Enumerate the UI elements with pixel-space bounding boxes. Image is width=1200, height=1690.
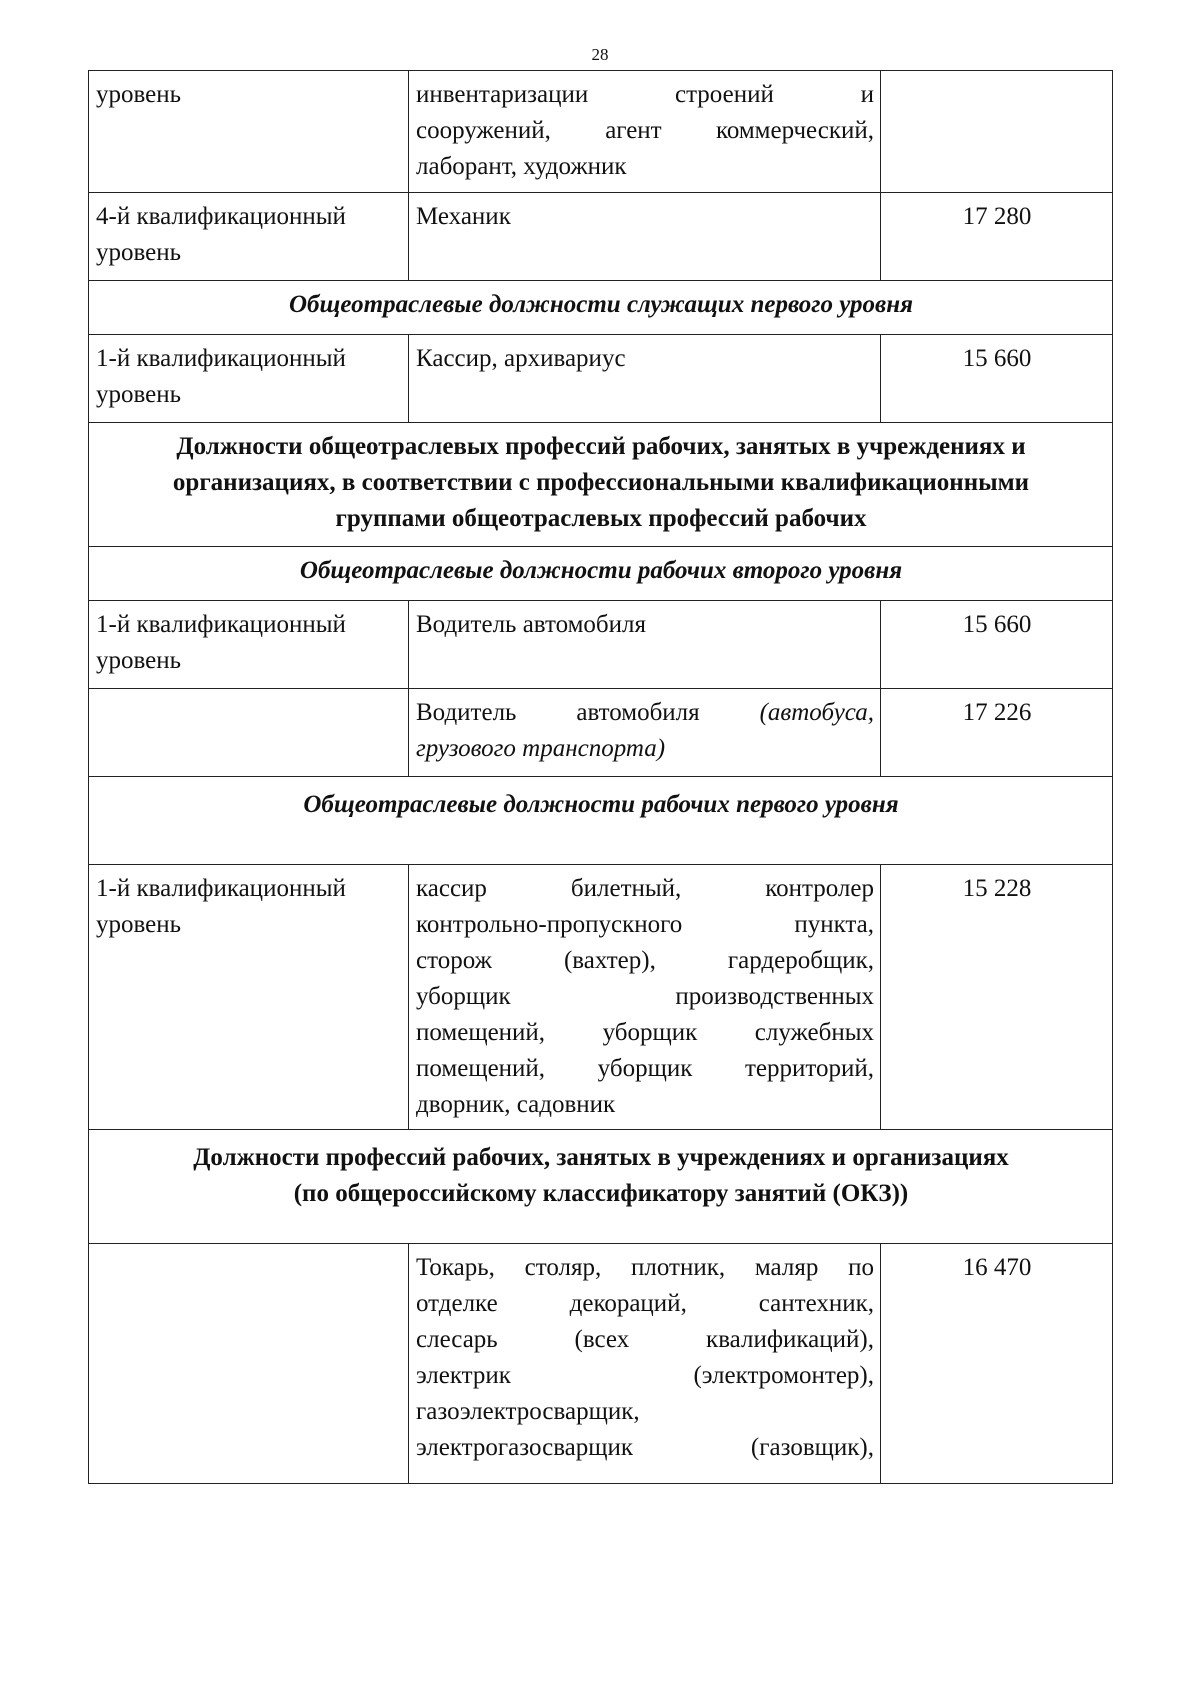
salary-cell (881, 71, 1113, 193)
section-heading-line: группами общеотраслевых профессий рабочих (335, 505, 867, 532)
position-line: электрогазосварщик (газовщик), (416, 1434, 874, 1461)
section-heading: Общеотраслевые должности служащих первого уровня (89, 281, 1113, 335)
position-line: грузового транспорта) (416, 735, 666, 762)
position-line: помещений, уборщик служебных (416, 1019, 874, 1046)
position-line: Водитель автомобиля (автобуса, (416, 699, 875, 726)
position-line: контрольно-пропускного пункта, (416, 911, 874, 938)
position-line: отделке декораций, сантехник, (416, 1290, 874, 1317)
table-row (89, 689, 1113, 777)
section-heading: Общеотраслевые должности рабочих первого уровня (89, 777, 1113, 865)
qualification-level-cell (89, 1244, 409, 1484)
section-heading-row (89, 281, 1113, 335)
position-cell (409, 1244, 881, 1484)
section-heading-line: Должности профессий рабочих, занятых в учреждениях и организациях (193, 1144, 1009, 1171)
position-line: электрик (электромонтер), (416, 1362, 874, 1389)
position-cell: Водитель автомобиля (409, 601, 881, 689)
position-cell: Кассир, архивариус (409, 335, 881, 423)
position-line: кассир билетный, контролер (416, 875, 874, 902)
table-row (89, 193, 1113, 281)
section-heading-line: организациях, в соответствии с профессиональными квалификационными (172, 469, 1030, 496)
salary-cell: 17 280 (881, 193, 1113, 281)
position-line: дворник, садовник (416, 1091, 616, 1118)
qualification-level-cell: 1-й квалификационный уровень (89, 865, 409, 1130)
qualification-level-cell (89, 689, 409, 777)
position-line: инвентаризации строений и (416, 81, 874, 108)
position-line: газоэлектросварщик, (416, 1398, 640, 1425)
position-cell: Механик (409, 193, 881, 281)
position-line: сооружений, агент коммерческий, (416, 117, 874, 144)
section-heading (89, 1130, 1113, 1244)
position-line: Токарь, столяр, плотник, маляр по (416, 1254, 874, 1281)
salary-table (88, 70, 1113, 1484)
table-row (89, 601, 1113, 689)
section-heading-line: (по общероссийскому классификатору занятий (ОКЗ)) (293, 1180, 909, 1207)
section-heading (89, 423, 1113, 547)
table-row (89, 1244, 1113, 1484)
section-heading: Общеотраслевые должности рабочих второго уровня (89, 547, 1113, 601)
position-line: лаборант, художник (416, 153, 627, 180)
salary-cell: 15 660 (881, 601, 1113, 689)
qualification-level-cell: уровень (89, 71, 409, 193)
section-heading-row (89, 1130, 1113, 1244)
table-row (89, 71, 1113, 193)
position-line: уборщик производственных (416, 983, 874, 1010)
position-cell (409, 689, 881, 777)
salary-cell: 15 228 (881, 865, 1113, 1130)
section-heading-line: Должности общеотраслевых профессий рабочих, занятых в учреждениях и (176, 433, 1026, 460)
salary-cell: 17 226 (881, 689, 1113, 777)
qualification-level-cell: 4-й квалификационный уровень (89, 193, 409, 281)
position-line: слесарь (всех квалификаций), (416, 1326, 874, 1353)
qualification-level-cell: 1-й квалификационный уровень (89, 601, 409, 689)
table-row (89, 865, 1113, 1130)
table-row (89, 335, 1113, 423)
section-heading-row (89, 423, 1113, 547)
position-line: сторож (вахтер), гардеробщик, (416, 947, 874, 974)
position-cell (409, 865, 881, 1130)
position-line: помещений, уборщик территорий, (416, 1055, 874, 1082)
salary-cell: 16 470 (881, 1244, 1113, 1484)
section-heading-row (89, 547, 1113, 601)
salary-cell: 15 660 (881, 335, 1113, 423)
page-number: 28 (591, 45, 609, 64)
qualification-level-cell: 1-й квалификационный уровень (89, 335, 409, 423)
position-cell (409, 71, 881, 193)
section-heading-row (89, 777, 1113, 865)
